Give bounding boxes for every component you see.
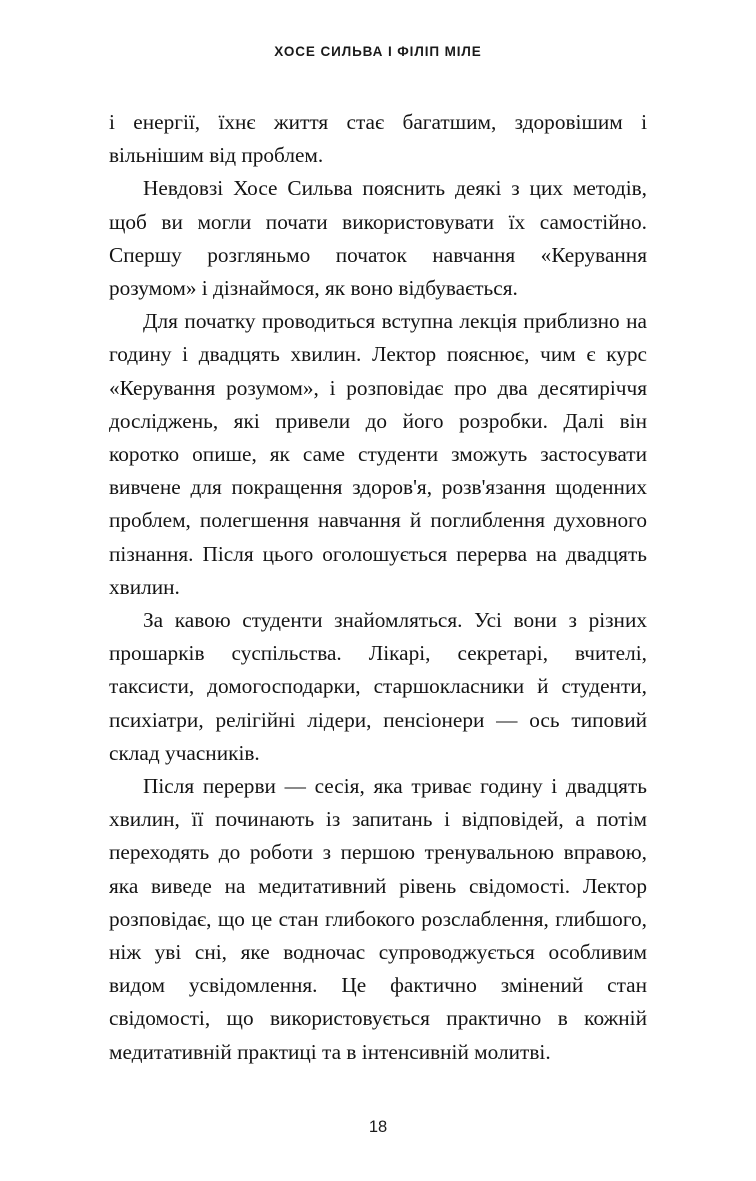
paragraph: Після перерви — сесія, яка триває годину і двадцять хвилин, її починають із запитань і відповідей, а потім переходять до роботи з першою тренувальною вправою, яка виведе на медитативний рівень свідомості. Лектор розповідає, що це стан глибокого розслаблення, глибшого, ніж уві сні, яке водночас супроводжується особливим видом усвідомлення. Це фактично змінений стан свідомості, що використовується практично в кожній медитативній практиці та в інтенсивній молитві. [109,774,647,1064]
body-text [109,106,647,1069]
page-number: 18 [368,1118,388,1136]
paragraph: Невдовзі Хосе Сильва пояснить деякі з цих методів, щоб ви могли почати використовувати їх самостійно. Спершу розгляньмо початок навчання «Керування розумом» і дізнаймося, як воно відбувається. [109,176,647,301]
paragraph: За кавою студенти знайомляться. Усі вони з різних прошарків суспільства. Лікарі, секретарі, вчителі, таксисти, домогосподарки, старшокласники й студенти, психіатри, релігійні лідери, пенсіонери — ось типовий склад учасників. [109,608,647,765]
running-head: ХОСЕ СИЛЬВА І ФІЛІП МІЛЕ [274,44,482,59]
paragraph: Для початку проводиться вступна лекція приблизно на годину і двадцять хвилин. Лектор пояснює, чим є курс «Керування розумом», і розповідає про два десятиріччя досліджень, які привели до його розробки. Далі він коротко опише, як саме студенти зможуть застосувати вивчене для покращення здоров'я, розв'язання щоденних проблем, полегшення навчання й поглиблення духовного пізнання. Після цього оголошується перерва на двадцять хвилин. [109,309,647,599]
paragraph: і енергії, їхнє життя стає багатшим, здоровішим і вільнішим від проблем. [109,110,647,168]
